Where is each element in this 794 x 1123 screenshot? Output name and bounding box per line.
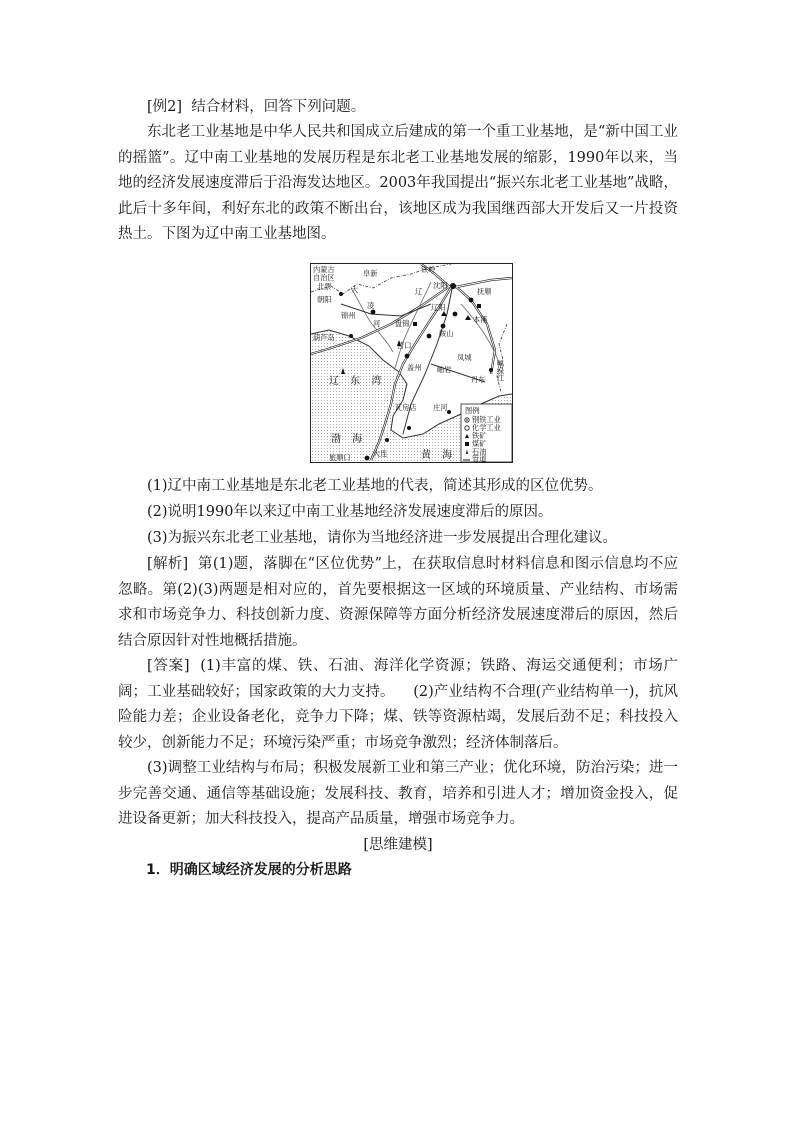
legend-title: 图例 [465, 406, 480, 415]
label-fuxin: 阜新 [363, 269, 378, 278]
legend-oil: 石油 [472, 447, 487, 456]
label-zhuanghe: 庄河 [433, 403, 448, 412]
border-east [497, 324, 507, 392]
label-fushun: 抚顺 [477, 287, 492, 296]
label-huludao: 葫芦岛 [313, 333, 335, 342]
label-liao: 辽 [415, 287, 423, 296]
material-paragraph: 东北老工业基地是中华人民共和国成立后建成的第一个重工业基地，是“新中国工业的摇篮”。辽中南工业基地的发展历程是东北老工业基地发展的缩影，1990年以来，当地的经济发展速度滞后于沿海发达地区。2003年我国提出“振兴东北老工业基地”战略，此后十多年间，利好东北的政策不断出台，该地区成为我国继西部大开发后又一片投资热土。下图为辽中南工业基地图。 [118, 124, 678, 242]
label-liaoyang: 辽阳 [431, 303, 446, 312]
label-inner-mongolia: 内蒙古 [313, 265, 335, 274]
label-panjin: 盘锦 [395, 319, 410, 328]
label-beipiao: 北票 [317, 282, 332, 291]
analysis-paragraph [118, 552, 678, 654]
analysis-text: 第(1)题，落脚在“区位优势”上，在获取信息时材料信息和图示信息均不应忽略。第(2)(3)两题是相对应的，首先要根据这一区域的环境质量、产业结构、市场需求和市场竞争力、科技创新力度、资源保障等方面分析经济发展速度滞后的原因，然后结合原因针对性地概括措施。 [118, 556, 678, 649]
example-tag: [例2] [147, 99, 183, 115]
label-fengcheng: 凤城 [457, 353, 472, 362]
label-jinzhou: 锦州 [341, 311, 356, 320]
legend-pipeline: 管道 [472, 454, 487, 462]
question-2: (2)说明1990年以来辽中南工业基地经济发展速度滞后的原因。 [147, 504, 553, 520]
label-dalian: 大连 [373, 449, 388, 458]
label-xiuyan: 岫岩 [437, 365, 452, 374]
label-wafangdian: 瓦房店 [395, 403, 417, 412]
label-autonomous-region: 自治区 [313, 273, 335, 282]
legend-chemical: 化学工业 [472, 423, 501, 432]
label-liaodong-bay: 辽 东 湾 [329, 376, 386, 387]
label-anshan: 鞍山 [439, 329, 454, 338]
question-3: (3)为振兴东北老工业基地，请你为当地经济进一步发展提出合理化建议。 [147, 530, 618, 546]
map-graphic [311, 264, 512, 462]
answer-part-2: (2)产业结构不合理(产业结构单一)，抗风险能力差；企业设备老化，竞争力下降；煤、铁等资源枯竭，发展后劲不足；科技投入较少，创新能力不足；环境污染严重；市场竞争激烈；经济体制落后。 [118, 683, 679, 751]
legend-coal: 煤矿 [472, 439, 487, 448]
label-shenyang: 沈阳 [433, 281, 448, 290]
label-dandong: 丹东 [471, 375, 486, 384]
answer-part-3: (3)调整工业结构与布局；积极发展新工业和第三产业；优化环境，防治污染；进一步完善交通、通信等基础设施；发展科技、教育，培养和引进人才；增加资金投入，促进设备更新；加大科技投入，提高产品质量，增强市场竞争力。 [118, 760, 678, 827]
label-he: 河 [373, 319, 381, 328]
analysis-tag: [解析] [147, 556, 189, 572]
section-title: [思维建模] [363, 837, 433, 853]
section-item-1: 1．明确区域经济发展的分析思路 [146, 862, 352, 878]
label-yingkou: 营口 [397, 341, 412, 350]
label-da: 大 [351, 285, 359, 294]
example-prompt-text: 结合材料，回答下列问题。 [191, 99, 366, 115]
label-ling: 凌 [367, 301, 375, 310]
label-lvshun: 旅顺口 [329, 453, 351, 462]
label-yalu: 鸭绿江 [496, 360, 506, 382]
label-benxi: 本溪 [473, 315, 488, 324]
label-bohai: 渤 海 [331, 434, 367, 445]
label-tieling: 铁岭 [421, 265, 436, 274]
example-prompt [118, 95, 678, 121]
answer-paragraph [118, 654, 678, 756]
label-huanghai: 黄 海 [421, 450, 457, 461]
industrial-base-map [310, 263, 513, 463]
question-1: (1)辽中南工业基地是东北老工业基地的代表，简述其形成的区位优势。 [147, 478, 603, 494]
label-chaoyang: 朝阳 [317, 295, 332, 304]
label-gaizhou: 盖州 [407, 363, 422, 372]
legend-iron-ore: 铁矿 [472, 431, 487, 440]
map-legend [461, 404, 512, 462]
answer-tag: [答案] [147, 658, 190, 674]
answer-part-1: (1)丰富的煤、铁、石油、海洋化学资源；铁路、海运交通便利；市场广阔；工业基础较好；国家政策的大力支持。 [118, 658, 678, 700]
legend-steel: 钢铁工业 [472, 415, 501, 424]
